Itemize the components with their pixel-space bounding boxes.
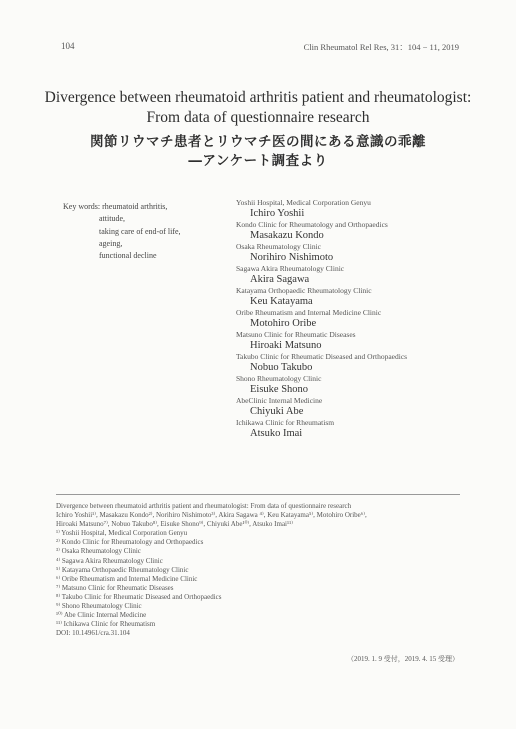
author-entry	[236, 374, 476, 396]
keyword-item: attitude,	[99, 214, 125, 224]
author-name: Atsuko Imai	[250, 428, 303, 439]
author-entry	[236, 396, 476, 418]
page-number: 104	[61, 41, 75, 51]
keywords-block	[63, 201, 181, 262]
author-name: Eisuke Shono	[250, 384, 309, 395]
author-affiliation: Matsuno Clinic for Rheumatic Diseases	[236, 330, 356, 339]
author-affiliation: Sagawa Akira Rheumatology Clinic	[236, 264, 345, 273]
article-title-english: Divergence between rheumatoid arthritis patient and rheumatologist: From data of questionnaire research	[44, 89, 472, 126]
japanese-title-line-1: 関節リウマチ患者とリウマチ医の間にある意識の乖離	[90, 134, 426, 150]
footnote: ¹⁰⁾ Abe Clinic Internal Medicine	[56, 611, 147, 620]
author-name: Nobuo Takubo	[250, 362, 313, 373]
author-name: Motohiro Oribe	[250, 318, 317, 329]
author-affiliation: Ichikawa Clinic for Rheumatism	[236, 418, 335, 427]
author-affiliation: Takubo Clinic for Rheumatic Diseased and Orthopaedics	[236, 352, 408, 361]
author-affiliation: Osaka Rheumatology Clinic	[236, 242, 321, 251]
author-affiliation: Yoshii Hospital, Medical Corporation Genyu	[236, 198, 371, 207]
keywords-label: Key words: rheumatoid arthritis,	[63, 202, 168, 211]
footnote: ⁹⁾ Shono Rheumatology Clinic	[56, 602, 142, 611]
author-name: Masakazu Kondo	[250, 230, 324, 241]
footnote: ⁷⁾ Matsuno Clinic for Rheumatic Diseases	[56, 583, 174, 592]
journal-reference: Clin Rheumatol Rel Res, 31：104 − 11, 2019	[303, 42, 459, 52]
keyword-item: functional decline	[99, 251, 157, 261]
author-entry	[236, 242, 476, 264]
keyword-item: taking care of end-of life,	[99, 226, 181, 236]
footer-authors-line: Ichiro Yoshii¹⁾, Masakazu Kondo²⁾, Norihiro Nishimoto³⁾, Akira Sagawa ⁴⁾, Keu Katayama⁵⁾, Motohiro Oribe⁶⁾,	[56, 511, 367, 520]
footer-block	[56, 502, 466, 638]
author-entry	[236, 352, 476, 374]
footer-title: Divergence between rheumatoid arthritis patient and rheumatologist: From data of questionnaire research	[56, 502, 352, 510]
author-affiliation: Oribe Rheumatism and Internal Medicine Clinic	[236, 308, 382, 317]
author-affiliation: Kondo Clinic for Rheumatology and Orthopaedics	[236, 220, 388, 229]
author-affiliation: Katayama Orthopaedic Rheumatology Clinic	[236, 286, 372, 295]
footnote: ¹¹⁾ Ichikawa Clinic for Rheumatism	[56, 620, 156, 629]
author-affiliation: AbeClinic Internal Medicine	[236, 396, 323, 405]
article-title-japanese	[40, 133, 476, 171]
received-dates: （2019. 1. 9 受付，2019. 4. 15 受理）	[347, 655, 459, 663]
footnote: ⁶⁾ Oribe Rheumatism and Internal Medicine Clinic	[56, 574, 198, 583]
author-entry	[236, 220, 476, 242]
footer-authors-line: Hiroaki Matsuno⁷⁾, Nobuo Takubo⁸⁾, Eisuke Shono⁹⁾, Chiyuki Abe¹⁰⁾, Atsuko Imai¹¹⁾	[56, 520, 293, 529]
author-entry	[236, 330, 476, 352]
author-affiliation: Shono Rheumatology Clinic	[236, 374, 322, 383]
footnote: ⁸⁾ Takubo Clinic for Rheumatic Diseased and Orthopaedics	[56, 592, 222, 601]
author-name: Ichiro Yoshii	[250, 208, 305, 219]
keyword-item: ageing,	[99, 238, 123, 248]
author-name: Hiroaki Matsuno	[250, 340, 322, 351]
author-entry	[236, 308, 476, 330]
japanese-title-line-2: ―アンケート調査より	[188, 153, 328, 169]
author-name: Keu Katayama	[250, 296, 313, 307]
author-entry	[236, 286, 476, 308]
footnote: ⁴⁾ Sagawa Akira Rheumatology Clinic	[56, 556, 163, 565]
author-name: Chiyuki Abe	[250, 406, 304, 417]
author-entry	[236, 418, 476, 440]
author-list	[236, 198, 476, 440]
footnote: ²⁾ Kondo Clinic for Rheumatology and Orthopaedics	[56, 538, 204, 547]
author-name: Norihiro Nishimoto	[250, 252, 334, 263]
footnote: ³⁾ Osaka Rheumatology Clinic	[56, 547, 141, 556]
author-name: Akira Sagawa	[250, 274, 310, 285]
author-entry	[236, 198, 476, 220]
footnote: ¹⁾ Yoshii Hospital, Medical Corporation Genyu	[56, 529, 188, 538]
doi: DOI: 10.14961/cra.31.104	[56, 629, 130, 638]
footnote: ⁵⁾ Katayama Orthopaedic Rheumatology Clinic	[56, 565, 189, 574]
author-entry	[236, 264, 476, 286]
footer-divider	[56, 494, 460, 495]
